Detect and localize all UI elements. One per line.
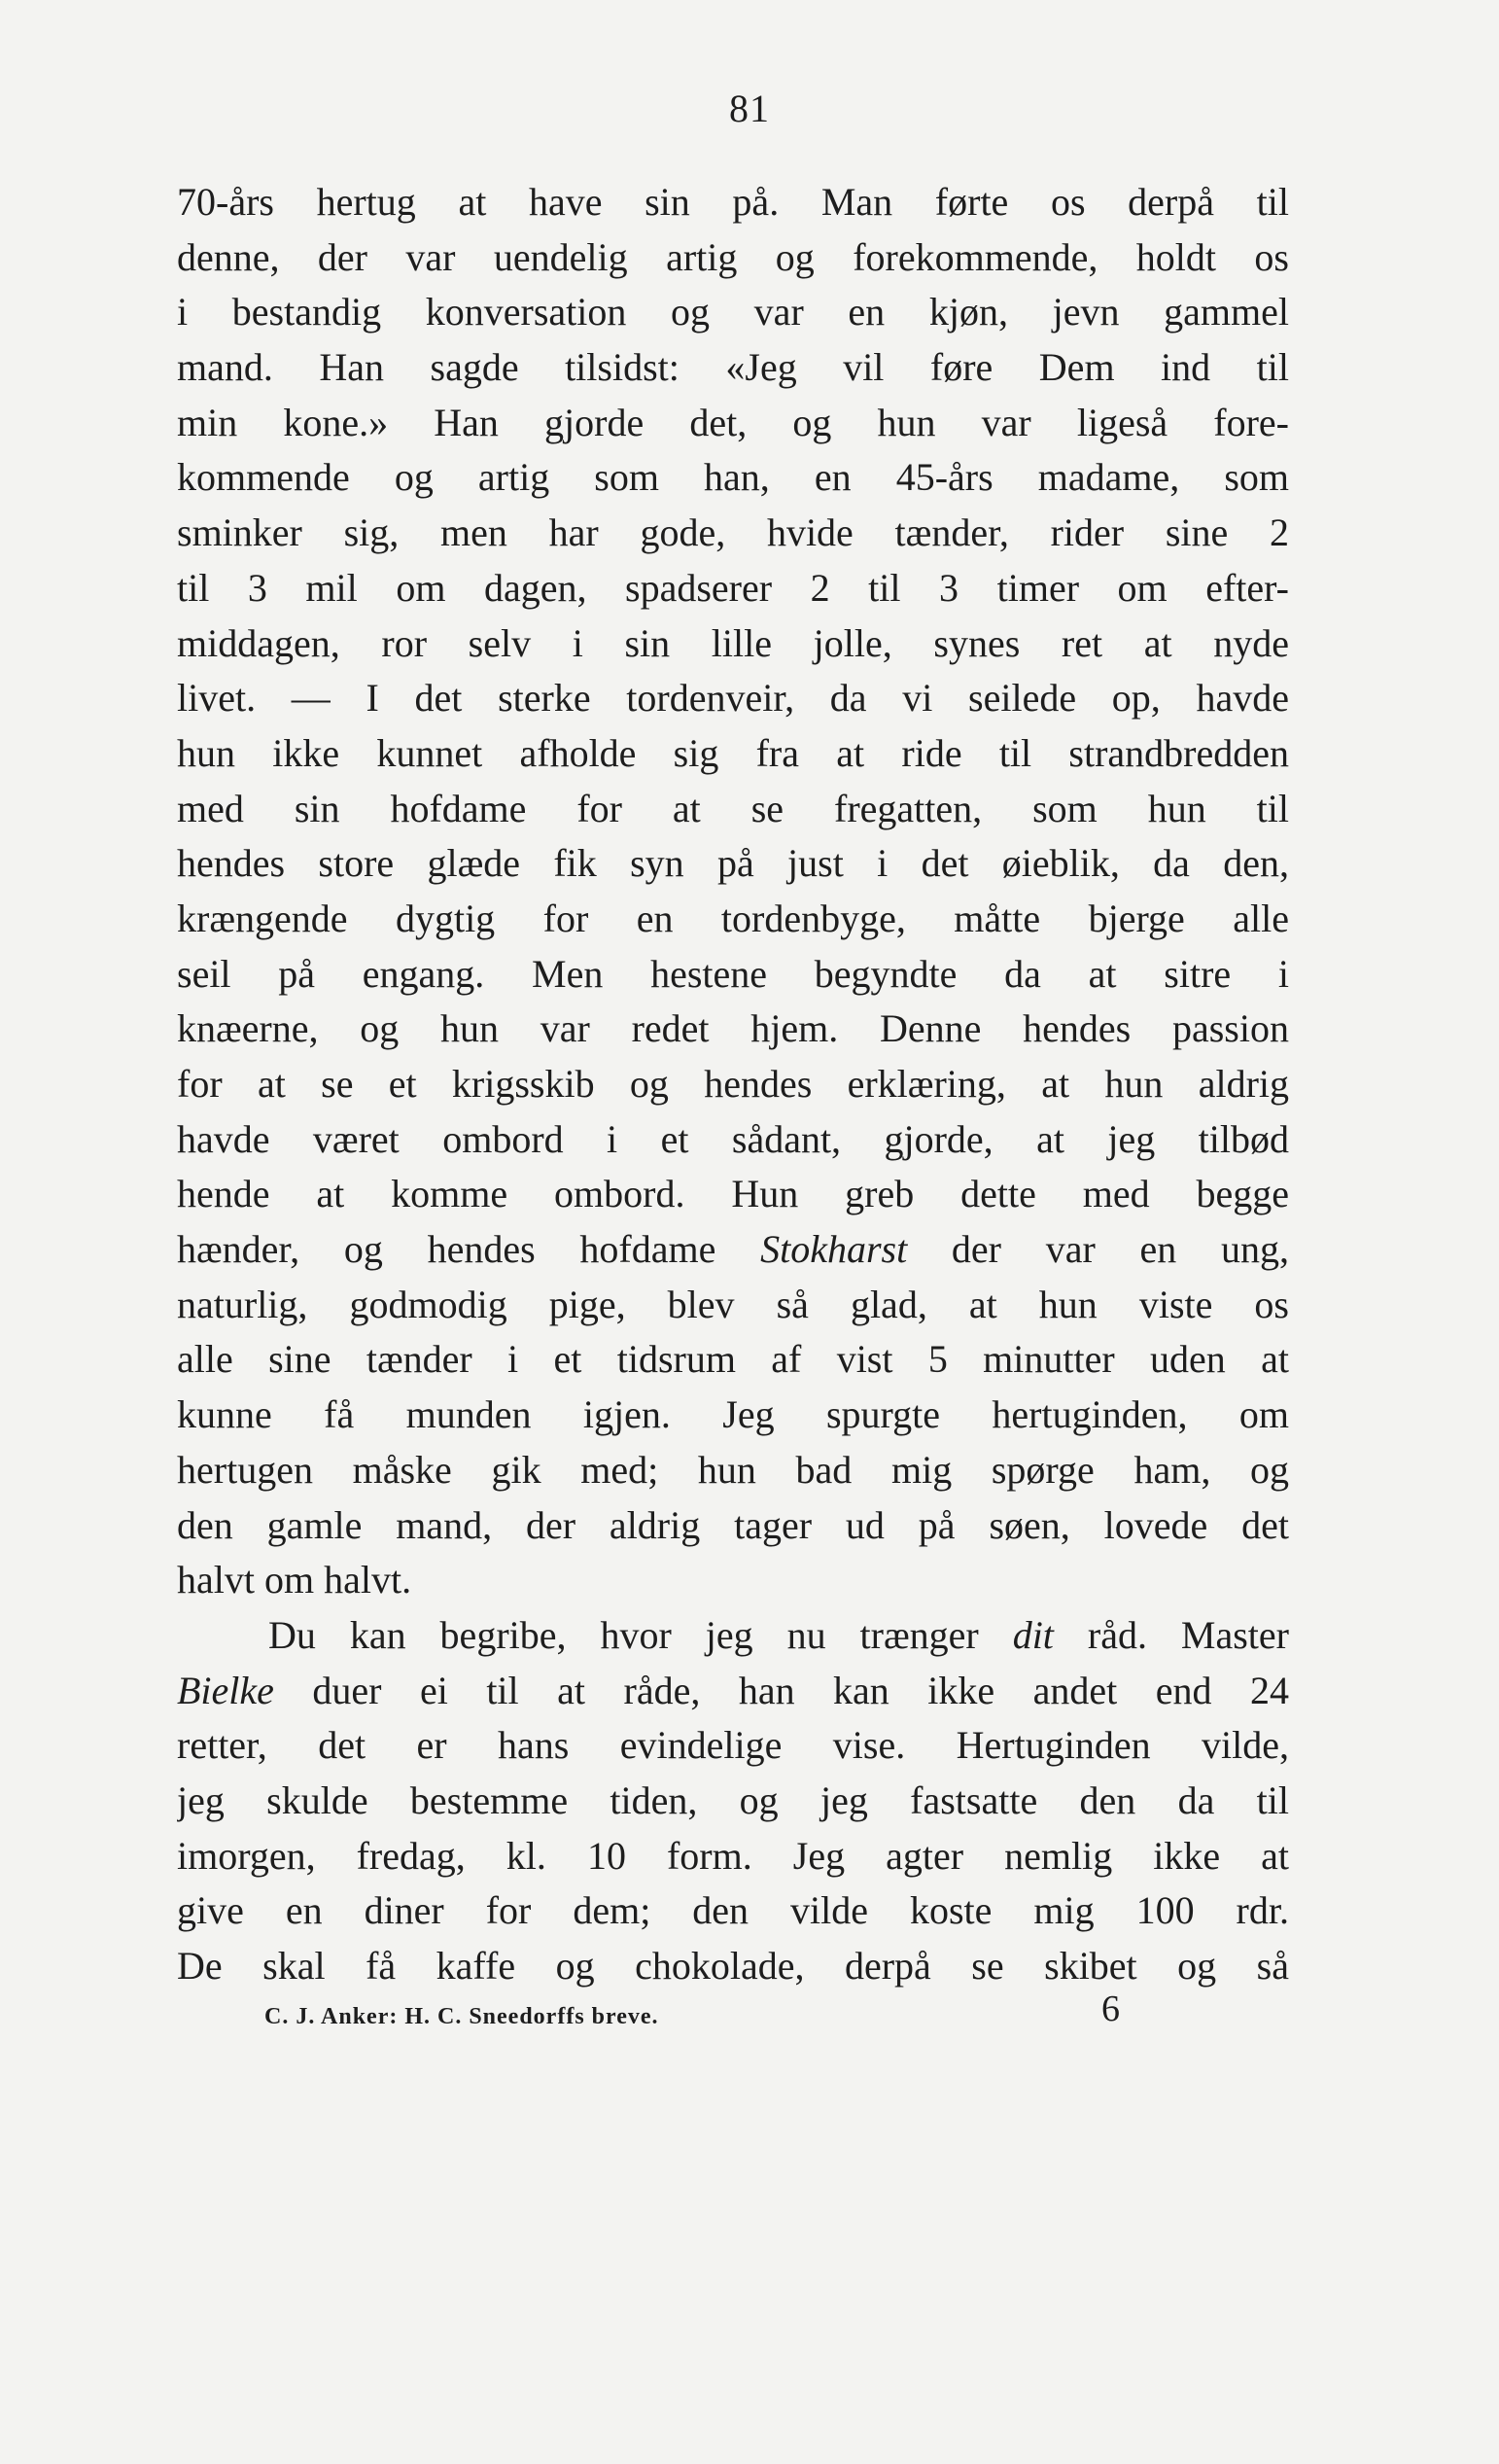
line-text: halvt om halvt. bbox=[177, 1558, 412, 1602]
text-line bbox=[177, 1057, 1289, 1112]
text-line bbox=[177, 836, 1289, 892]
text-line bbox=[177, 1498, 1289, 1554]
text-line bbox=[177, 1883, 1289, 1939]
text-line bbox=[177, 1774, 1289, 1829]
text-line bbox=[177, 340, 1289, 396]
line-text: imorgen, fredag, kl. 10 form. Jeg agter nemlig ikke at bbox=[177, 1833, 1289, 1878]
text-line bbox=[177, 947, 1289, 1003]
text-line bbox=[177, 1939, 1289, 1994]
text-line bbox=[177, 1167, 1289, 1222]
text-line bbox=[177, 1664, 1289, 1719]
line-text: seil på engang. Men hestene begyndte da at sitre i bbox=[177, 951, 1289, 996]
line-text: hendes store glæde fik syn på just i det øieblik, da den, bbox=[177, 841, 1289, 886]
text-line bbox=[177, 1278, 1289, 1333]
text-line bbox=[177, 396, 1289, 451]
line-text: naturlig, godmodig pige, blev så glad, at hun viste os bbox=[177, 1282, 1289, 1326]
line-text: krængende dygtig for en tordenbyge, måtte bjerge alle bbox=[177, 896, 1289, 940]
text-line bbox=[177, 726, 1289, 782]
line-text: den gamle mand, der aldrig tager ud på søen, lovede det bbox=[177, 1502, 1289, 1547]
text-line bbox=[177, 1002, 1289, 1057]
text-line bbox=[177, 1388, 1289, 1443]
line-text: havde været ombord i et sådant, gjorde, at jeg tilbød bbox=[177, 1116, 1289, 1161]
footer-reference: C. J. Anker: H. C. Sneedorffs breve. bbox=[264, 2004, 659, 2029]
text-line bbox=[177, 450, 1289, 506]
line-text: med sin hofdame for at se fregatten, som hun til bbox=[177, 786, 1289, 830]
line-text: sminker sig, men har gode, hvide tænder, rider sine 2 bbox=[177, 510, 1289, 555]
text-line bbox=[177, 285, 1289, 340]
text-line bbox=[177, 1332, 1289, 1388]
line-text: livet. — I det sterke tordenveir, da vi seilede op, havde bbox=[177, 676, 1289, 721]
line-text: jeg skulde bestemme tiden, og jeg fastsatte den da til bbox=[177, 1778, 1289, 1822]
text-line bbox=[177, 616, 1289, 672]
line-text: hertugen måske gik med; hun bad mig spørge ham, og bbox=[177, 1447, 1289, 1492]
text-line bbox=[177, 1829, 1289, 1884]
text-line bbox=[177, 1718, 1289, 1774]
line-text: kunne få munden igjen. Jeg spurgte hertuginden, om bbox=[177, 1392, 1289, 1437]
line-text: min kone.» Han gjorde det, og hun var ligeså fore- bbox=[177, 400, 1289, 444]
line-text: kommende og artig som han, en 45-års madame, som bbox=[177, 455, 1289, 500]
text-line bbox=[177, 671, 1289, 726]
line-text: i bestandig konversation og var en kjøn, jevn gammel bbox=[177, 290, 1289, 334]
line-text: De skal få kaffe og chokolade, derpå se skibet og så bbox=[177, 1944, 1289, 1988]
italic-name: Bielke bbox=[177, 1668, 274, 1712]
text-line bbox=[177, 892, 1289, 947]
line-text: hende at komme ombord. Hun greb dette med begge bbox=[177, 1172, 1289, 1216]
text-line bbox=[177, 1553, 1289, 1608]
text-line bbox=[177, 175, 1289, 230]
body-text bbox=[177, 175, 1289, 1994]
line-text: hun ikke kunnet afholde sig fra at ride til strandbredden bbox=[177, 730, 1289, 775]
line-text: Du kan begribe, hvor jeg nu trænger bbox=[268, 1612, 1013, 1657]
text-line bbox=[177, 561, 1289, 616]
text-line bbox=[177, 230, 1289, 286]
line-text: 70-års hertug at have sin på. Man førte os derpå til bbox=[177, 180, 1289, 224]
line-text: for at se et krigsskib og hendes erklæring, at hun aldrig bbox=[177, 1062, 1289, 1106]
italic-word: dit bbox=[1012, 1612, 1054, 1657]
text-line bbox=[177, 1608, 1289, 1664]
text-line bbox=[177, 1222, 1289, 1278]
italic-name: Stokharst bbox=[760, 1227, 908, 1272]
line-text: denne, der var uendelig artig og forekommende, holdt os bbox=[177, 234, 1289, 279]
line-text: til 3 mil om dagen, spadserer 2 til 3 timer om efter- bbox=[177, 565, 1289, 610]
text-line bbox=[177, 1443, 1289, 1498]
line-text: retter, det er hans evindelige vise. Hertuginden vilde, bbox=[177, 1723, 1289, 1768]
signature-mark: 6 bbox=[1101, 1989, 1120, 2029]
page-number: 81 bbox=[729, 87, 770, 130]
line-text: alle sine tænder i et tidsrum af vist 5 minutter uden at bbox=[177, 1337, 1289, 1382]
text-line bbox=[177, 506, 1289, 561]
line-text: give en diner for dem; den vilde koste mig 100 rdr. bbox=[177, 1888, 1289, 1933]
line-text: hænder, og hendes hofdame bbox=[177, 1227, 761, 1272]
line-text: duer ei til at råde, han kan ikke andet end 24 bbox=[273, 1668, 1289, 1712]
text-line bbox=[177, 782, 1289, 837]
line-text: knæerne, og hun var redet hjem. Denne hendes passion bbox=[177, 1006, 1289, 1051]
text-line bbox=[177, 1112, 1289, 1168]
line-text: der var en ung, bbox=[907, 1227, 1289, 1272]
page-footer bbox=[264, 1989, 1139, 2038]
line-text: råd. Master bbox=[1053, 1612, 1289, 1657]
line-text: mand. Han sagde tilsidst: «Jeg vil føre Dem ind til bbox=[177, 345, 1289, 390]
line-text: middagen, ror selv i sin lille jolle, synes ret at nyde bbox=[177, 620, 1289, 665]
